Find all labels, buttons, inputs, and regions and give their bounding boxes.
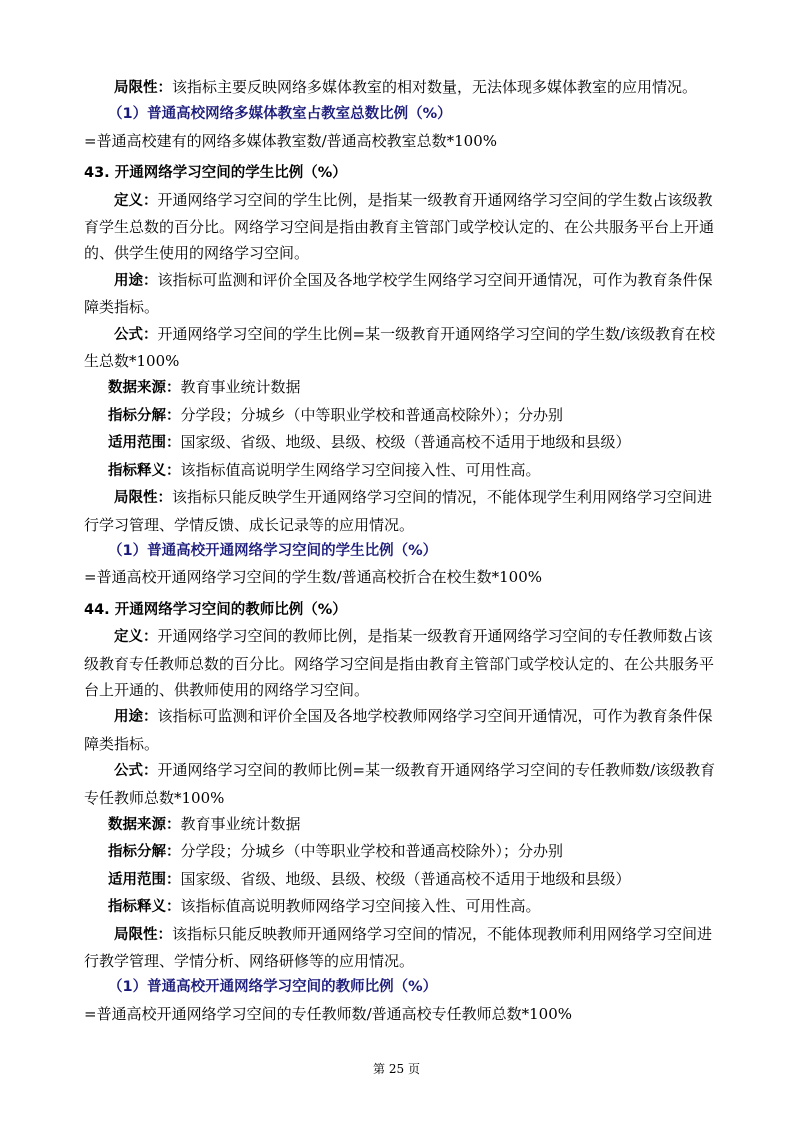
subindicator-formula: =普通高校开通网络学习空间的专任教师数/普通高校专任教师总数*100% <box>84 1004 573 1023</box>
data-source-line <box>84 811 724 838</box>
interpretation-line <box>84 457 724 484</box>
scope-text: 国家级、省级、地级、县级、校级（普通高校不适用于地级和县级） <box>180 869 631 888</box>
breakdown-text: 分学段；分城乡（中等职业学校和普通高校除外）；分办别 <box>180 842 564 861</box>
interpretation-label: 指标释义： <box>108 899 181 916</box>
usage-label: 用途： <box>114 709 158 726</box>
formula-label: 公式： <box>114 763 158 780</box>
usage-paragraph <box>84 703 724 757</box>
subindicator-heading: （1）普通高校开通网络学习空间的教师比例（%） <box>108 979 438 996</box>
limitation-text: 该指标只能反映学生开通网络学习空间的情况，不能体现学生利用网络学习空间进行学习管理、学情反馈、成长记录等的应用情况。 <box>84 488 713 534</box>
scope-line <box>84 429 724 456</box>
breakdown-label: 指标分解： <box>108 844 181 861</box>
limitation-label: 局限性： <box>114 490 172 507</box>
interpretation-line <box>84 893 724 920</box>
data-source-label: 数据来源： <box>108 380 181 397</box>
subindicator-formula: =普通高校开通网络学习空间的学生数/普通高校折合在校生数*100% <box>84 568 543 587</box>
formula-text: 开通网络学习空间的教师比例=某一级教育开通网络学习空间的专任教师数/该级教育专任教师总数*100% <box>84 761 716 807</box>
definition-text: 开通网络学习空间的学生比例，是指某一级教育开通网络学习空间的学生数占该级教育学生总数的百分比。网络学习空间是指由教育主管部门或学校认定的、在公共服务平台上开通的、供学生使用的网络学习空间。 <box>84 190 715 263</box>
usage-paragraph <box>84 267 724 321</box>
limitation-text: 该指标只能反映教师开通网络学习空间的情况，不能体现教师利用网络学习空间进行教学管理、学情分析、网络研修等的应用情况。 <box>84 924 713 970</box>
scope-label: 适用范围： <box>108 871 181 888</box>
page-content <box>84 74 724 1027</box>
section-heading-44: 44. 开通网络学习空间的教师比例（%） <box>84 601 347 618</box>
usage-text: 该指标可监测和评价全国及各地学校教师网络学习空间开通情况，可作为教育条件保障类指标。 <box>84 707 713 753</box>
subindicator-heading: （1）普通高校网络多媒体教室占教室总数比例（%） <box>108 106 452 123</box>
subindicator-formula: =普通高校建有的网络多媒体教室数/普通高校教室总数*100% <box>84 131 498 150</box>
breakdown-line <box>84 402 724 429</box>
scope-text: 国家级、省级、地级、县级、校级（普通高校不适用于地级和县级） <box>180 433 631 452</box>
formula-label: 公式： <box>114 326 158 343</box>
interpretation-text: 该指标值高说明学生网络学习空间接入性、可用性高。 <box>180 460 541 479</box>
limitation-text: 该指标主要反映网络多媒体教室的相对数量，无法体现多媒体教室的应用情况。 <box>172 78 698 96</box>
usage-label: 用途： <box>114 272 158 289</box>
scope-line <box>84 866 724 893</box>
limitation-label: 局限性： <box>114 80 172 96</box>
page-number: 第 25 页 <box>373 1062 420 1076</box>
usage-text: 该指标可监测和评价全国及各地学校学生网络学习空间开通情况，可作为教育条件保障类指标。 <box>84 270 713 317</box>
interpretation-text: 该指标值高说明教师网络学习空间接入性、可用性高。 <box>180 897 541 916</box>
definition-text: 开通网络学习空间的教师比例，是指某一级教育开通网络学习空间的专任教师数占该级教育专任教师总数的百分比。网络学习空间是指由教育主管部门或学校认定的、在公共服务平台上开通的、供教师使用的网络学习空间。 <box>84 627 715 699</box>
limitation-paragraph <box>84 484 724 538</box>
definition-paragraph <box>84 623 724 703</box>
interpretation-label: 指标释义： <box>108 462 181 479</box>
formula-paragraph <box>84 321 724 375</box>
subindicator-heading: （1）普通高校开通网络学习空间的学生比例（%） <box>108 542 438 559</box>
data-source-text: 教育事业统计数据 <box>180 378 301 397</box>
data-source-line <box>84 374 724 401</box>
breakdown-text: 分学段；分城乡（中等职业学校和普通高校除外）；分办别 <box>180 405 564 424</box>
definition-label: 定义： <box>114 192 158 209</box>
data-source-text: 教育事业统计数据 <box>180 814 301 833</box>
definition-label: 定义： <box>114 629 158 646</box>
breakdown-label: 指标分解： <box>108 407 181 424</box>
definition-paragraph <box>84 187 724 267</box>
limitation-paragraph <box>84 74 724 101</box>
formula-paragraph <box>84 757 724 811</box>
section-heading-43: 43. 开通网络学习空间的学生比例（%） <box>84 165 347 182</box>
limitation-label: 局限性： <box>114 926 172 943</box>
breakdown-line <box>84 838 724 865</box>
scope-label: 适用范围： <box>108 435 181 452</box>
limitation-paragraph <box>84 921 724 975</box>
formula-text: 开通网络学习空间的学生比例=某一级教育开通网络学习空间的学生数/该级教育在校生总数*100% <box>84 324 716 371</box>
data-source-label: 数据来源： <box>108 816 181 833</box>
